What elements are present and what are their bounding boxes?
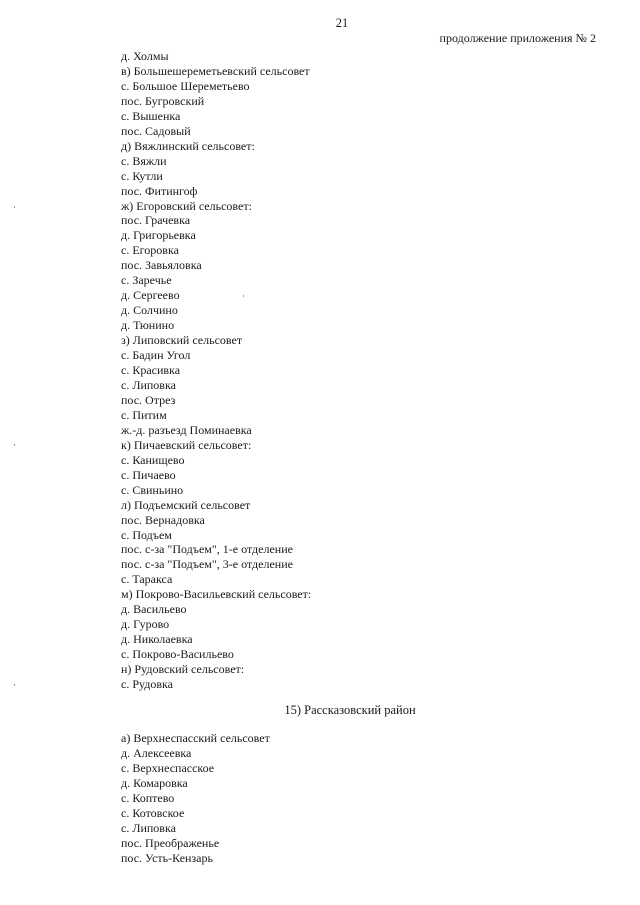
scan-artifact bbox=[243, 295, 244, 297]
list-item: с. Вышенка bbox=[121, 108, 181, 123]
list-item: с. Питим bbox=[121, 407, 167, 422]
list-item: пос. Завьяловка bbox=[121, 258, 202, 273]
section-heading: 15) Рассказовский район bbox=[284, 703, 416, 717]
list-item: д. Васильево bbox=[121, 602, 187, 617]
list-item: пос. Садовый bbox=[121, 123, 191, 138]
list-item: с. Егоровка bbox=[121, 243, 179, 258]
list-item: пос. Вернадовка bbox=[121, 512, 205, 527]
list-item: с. Свиньино bbox=[121, 482, 184, 497]
list-item: а) Верхнеспасский сельсовет bbox=[121, 731, 270, 745]
scan-artifact bbox=[14, 444, 15, 446]
list-item: д. Алексеевка bbox=[121, 745, 192, 760]
list-item: с. Рудовка bbox=[121, 677, 173, 692]
continuation-note: продолжение приложения № 2 bbox=[439, 31, 596, 45]
list-item: с. Заречье bbox=[121, 273, 172, 288]
list-item: н) Рудовский сельсовет: bbox=[121, 662, 245, 677]
list-item: л) Подъемский сельсовет bbox=[121, 497, 251, 512]
list-item: д. Сергеево bbox=[121, 288, 180, 303]
list-item: с. Канищево bbox=[121, 452, 185, 467]
list-item: д. Солчино bbox=[121, 303, 178, 318]
list-item: ж) Егоровский сельсовет: bbox=[121, 198, 252, 213]
scan-artifact bbox=[14, 206, 15, 208]
list-item: д. Гурово bbox=[121, 617, 170, 632]
list-item: с. Пичаево bbox=[121, 467, 176, 482]
list-item: пос. Усть-Кензарь bbox=[121, 850, 213, 865]
list-item: м) Покрово-Васильевский сельсовет: bbox=[121, 587, 312, 602]
list-item: пос. Грачевка bbox=[121, 213, 191, 228]
list-item: пос. Преображенье bbox=[121, 835, 220, 850]
list-item: в) Большешереметьевский сельсовет bbox=[121, 63, 310, 78]
list-item: с. Липовка bbox=[121, 820, 176, 835]
list-item: с. Красивка bbox=[121, 363, 181, 378]
list-item: пос. с-за "Подъем", 1-е отделение bbox=[121, 542, 293, 557]
list-item: с. Верхнеспасское bbox=[121, 760, 215, 775]
page-number: 21 bbox=[335, 16, 349, 30]
list-item: с. Кутли bbox=[121, 168, 163, 183]
list-item: пос. Фитингоф bbox=[121, 183, 198, 198]
list-item: с. Бадин Угол bbox=[121, 348, 191, 363]
list-item: с. Вяжли bbox=[121, 153, 167, 168]
list-item: с. Подъем bbox=[121, 527, 172, 542]
list-item: пос. с-за "Подъем", 3-е отделение bbox=[121, 557, 293, 572]
list-item: ж.-д. разъезд Поминаевка bbox=[121, 422, 252, 437]
list-item: пос. Бугровский bbox=[121, 93, 205, 108]
list-item: с. Коптево bbox=[121, 790, 175, 805]
list-item: с. Таракса bbox=[121, 572, 173, 587]
list-item: д. Тюнино bbox=[121, 318, 175, 333]
settlement-list-part-2 bbox=[121, 731, 270, 866]
list-item: к) Пичаевский сельсовет: bbox=[121, 437, 252, 452]
list-item: д. Холмы bbox=[121, 49, 169, 63]
settlement-list-part-1 bbox=[121, 49, 311, 692]
list-item: д. Николаевка bbox=[121, 632, 193, 647]
list-item: с. Большое Шереметьево bbox=[121, 78, 250, 93]
list-item: д) Вяжлинский сельсовет: bbox=[121, 138, 255, 153]
list-item: д. Григорьевка bbox=[121, 228, 196, 243]
scan-artifact bbox=[14, 684, 15, 686]
list-item: з) Липовский сельсовет bbox=[121, 333, 243, 348]
list-item: д. Комаровка bbox=[121, 775, 188, 790]
list-item: с. Котовское bbox=[121, 805, 185, 820]
list-item: с. Покрово-Васильево bbox=[121, 647, 234, 662]
list-item: с. Липовка bbox=[121, 377, 176, 392]
list-item: пос. Отрез bbox=[121, 392, 176, 407]
